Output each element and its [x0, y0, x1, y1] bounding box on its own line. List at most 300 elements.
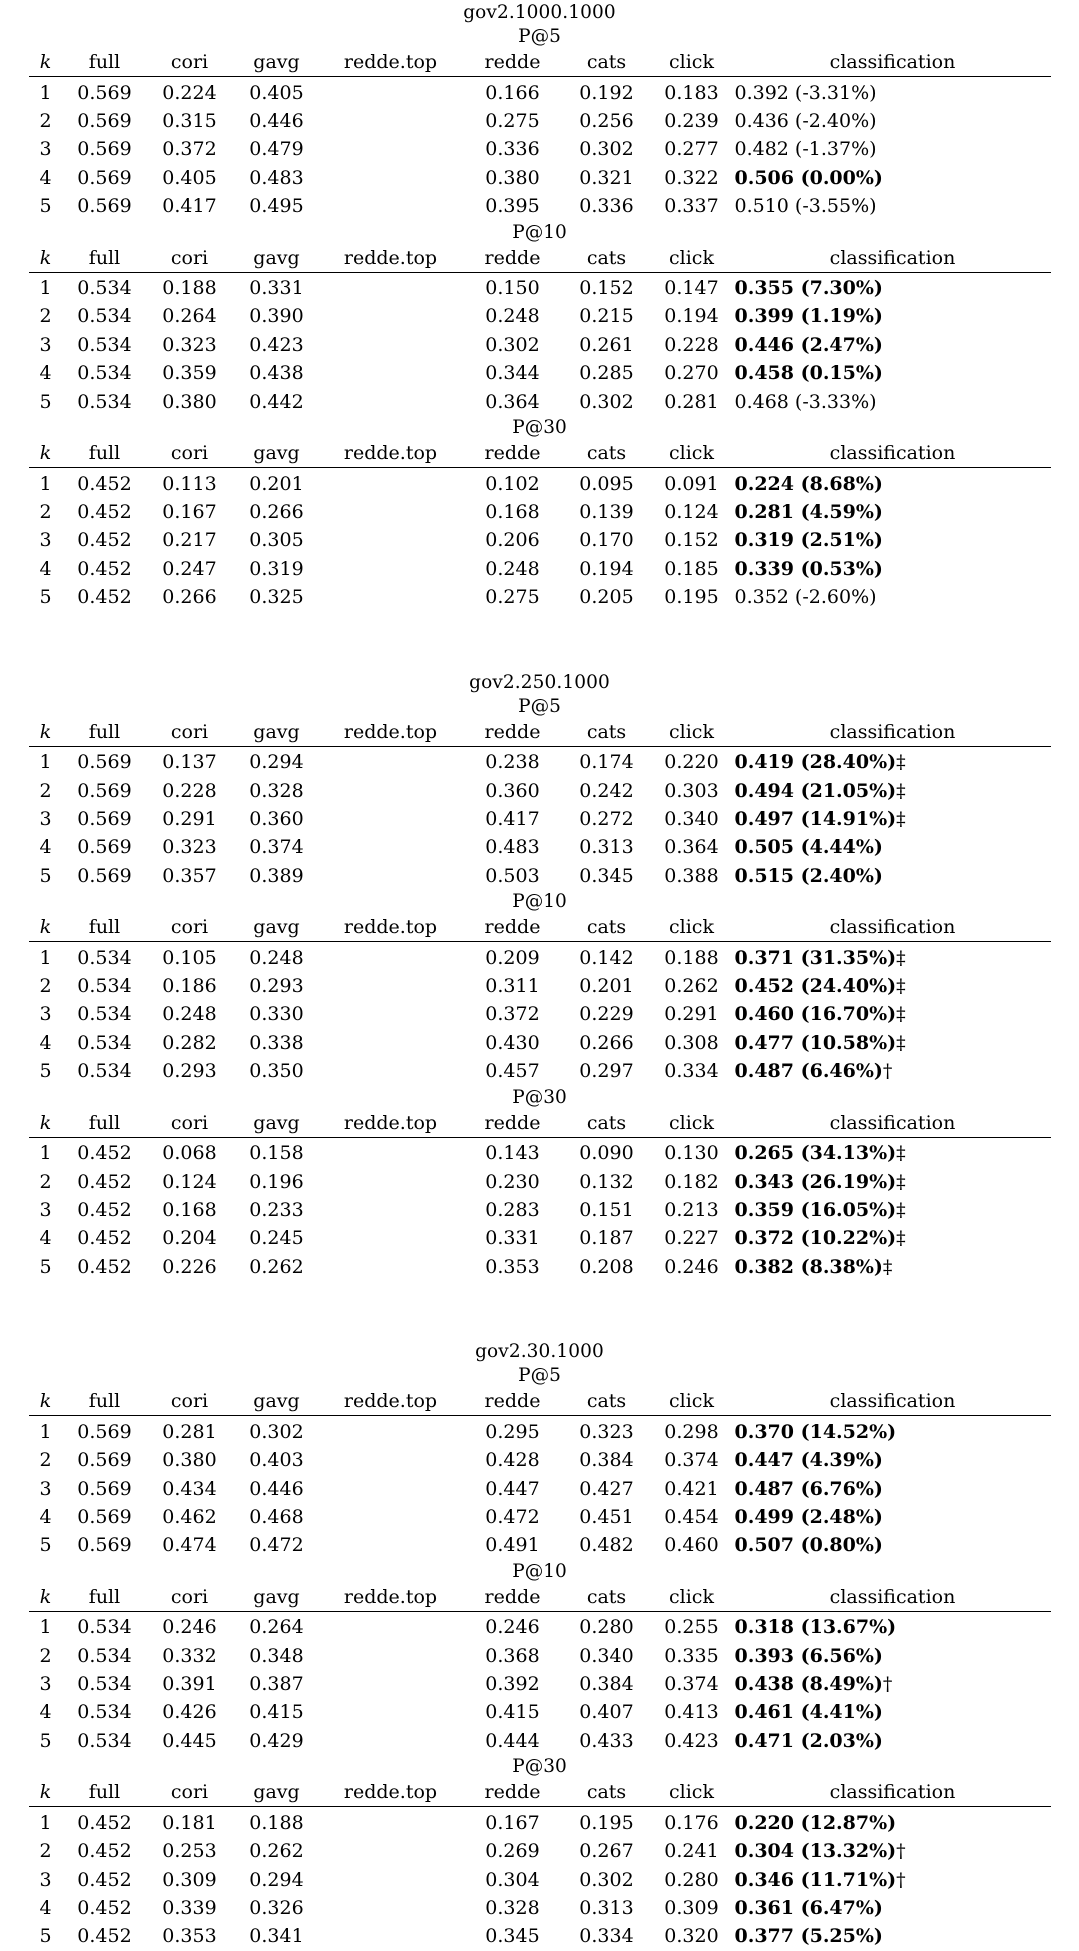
cell-full: 0.534 [77, 1673, 132, 1696]
cell-cats: 0.215 [579, 305, 634, 328]
column-header-full: full [63, 245, 147, 273]
cell-full: 0.569 [77, 109, 132, 132]
classification-value: 0.460 (16.70%) [734, 1003, 897, 1026]
cell-redde-top [321, 777, 461, 805]
cell-classification [735, 1029, 1051, 1057]
classification-value: 0.419 (28.40%) [734, 751, 897, 774]
table-block [29, 1339, 1051, 1951]
cell-k: 1 [29, 1611, 63, 1641]
classification-value: 0.510 (-3.55%) [734, 195, 877, 218]
significance-marker: ‡ [896, 975, 906, 998]
column-header-click: click [649, 1779, 735, 1807]
cell-cori: 0.426 [162, 1701, 217, 1724]
table-row [29, 1475, 1051, 1503]
cell-gavg: 0.201 [233, 468, 321, 498]
results-table [29, 914, 1051, 1086]
cell-gavg: 0.266 [249, 500, 304, 523]
cell-gavg: 0.262 [249, 1840, 304, 1863]
cell-redde-top [321, 164, 461, 192]
cell-k: 2 [39, 1840, 52, 1863]
cell-redde: 0.283 [485, 1198, 540, 1221]
cell-redde: 0.336 [485, 138, 540, 161]
column-header-cats: cats [565, 1110, 649, 1138]
cell-classification [735, 135, 1051, 163]
cell-k: 3 [39, 1477, 52, 1500]
column-header-redde: redde [461, 1779, 565, 1807]
cell-click: 0.281 [664, 390, 719, 413]
cell-click: 0.255 [649, 1611, 735, 1641]
cell-cori: 0.353 [162, 1925, 217, 1948]
cell-cats: 0.313 [579, 836, 634, 859]
cell-classification [735, 272, 1051, 302]
cell-redde-top [321, 862, 461, 890]
column-header-redde: redde [461, 49, 565, 77]
cell-redde: 0.269 [485, 1840, 540, 1863]
cell-click: 0.337 [664, 195, 719, 218]
cell-cats: 0.407 [579, 1701, 634, 1724]
cell-cori: 0.181 [147, 1807, 233, 1837]
results-table [29, 1584, 1051, 1756]
cell-redde: 0.483 [485, 836, 540, 859]
cell-k: 5 [39, 195, 52, 218]
significance-marker: ‡ [896, 1142, 906, 1165]
cell-gavg: 0.325 [249, 586, 304, 609]
cell-full: 0.569 [63, 746, 147, 776]
cell-full: 0.452 [63, 1137, 147, 1167]
cell-cori: 0.474 [162, 1534, 217, 1557]
cell-cats: 0.174 [565, 746, 649, 776]
cell-cats: 0.280 [565, 1611, 649, 1641]
cell-redde: 0.353 [485, 1255, 540, 1278]
metric-title: P@10 [512, 891, 567, 913]
cell-classification [735, 555, 1051, 583]
cell-classification [735, 164, 1051, 192]
column-header-click: click [649, 914, 735, 942]
classification-value: 0.343 (26.19%) [734, 1170, 897, 1193]
table-row [29, 388, 1051, 416]
cell-redde-top [321, 302, 461, 330]
significance-marker: † [896, 1868, 906, 1891]
cell-redde-top [321, 746, 461, 776]
cell-full: 0.569 [77, 166, 132, 189]
cell-redde-top [321, 583, 461, 611]
results-table [29, 1388, 1051, 1560]
cell-classification [735, 302, 1051, 330]
column-header-redde-top: redde.top [321, 1110, 461, 1138]
cell-click: 0.291 [664, 1003, 719, 1026]
cell-cats: 0.195 [565, 1807, 649, 1837]
cell-cori: 0.137 [147, 746, 233, 776]
cell-classification [735, 862, 1051, 890]
table-row [29, 1866, 1051, 1894]
cell-gavg: 0.326 [249, 1896, 304, 1919]
column-header-full: full [63, 49, 147, 77]
cell-redde: 0.302 [485, 333, 540, 356]
cell-cori: 0.293 [162, 1060, 217, 1083]
column-header-cats: cats [565, 719, 649, 747]
cell-full: 0.534 [77, 390, 132, 413]
classification-value: 0.458 (0.15%) [734, 362, 883, 385]
classification-value: 0.399 (1.19%) [734, 305, 883, 328]
cell-full: 0.452 [63, 1807, 147, 1837]
cell-redde-top [321, 942, 461, 972]
significance-marker: † [896, 1840, 906, 1863]
cell-redde: 0.167 [461, 1807, 565, 1837]
column-header-cori: cori [147, 49, 233, 77]
column-header-gavg: gavg [233, 49, 321, 77]
cell-cats: 0.302 [579, 390, 634, 413]
results-table [29, 440, 1051, 612]
cell-gavg: 0.338 [249, 1031, 304, 1054]
table-row [29, 1253, 1051, 1281]
cell-cats: 0.187 [579, 1227, 634, 1250]
table-row [29, 468, 1051, 498]
cell-gavg: 0.446 [249, 109, 304, 132]
cell-k: 2 [39, 779, 52, 802]
cell-gavg: 0.302 [233, 1416, 321, 1446]
table-row [29, 1531, 1051, 1559]
table-title: gov2.30.1000 [475, 1341, 604, 1363]
cell-click: 0.454 [664, 1505, 719, 1528]
cell-click: 0.335 [664, 1644, 719, 1667]
column-header-click: click [649, 1584, 735, 1612]
classification-value: 0.468 (-3.33%) [734, 390, 877, 413]
cell-redde-top [321, 555, 461, 583]
column-header-redde-top: redde.top [321, 440, 461, 468]
cell-gavg: 0.294 [249, 1868, 304, 1891]
classification-value: 0.487 (6.76%) [734, 1477, 883, 1500]
column-header-cori: cori [147, 1779, 233, 1807]
cell-cats: 0.340 [579, 1644, 634, 1667]
cell-full: 0.452 [77, 1868, 132, 1891]
cell-k: 5 [39, 1729, 52, 1752]
cell-full: 0.569 [77, 195, 132, 218]
table-title: gov2.250.1000 [469, 671, 610, 693]
cell-classification [735, 1416, 1051, 1446]
cell-click: 0.246 [664, 1255, 719, 1278]
cell-click: 0.239 [664, 109, 719, 132]
cell-gavg: 0.429 [249, 1729, 304, 1752]
metric-title: P@5 [518, 695, 561, 717]
column-header-k: k [29, 914, 63, 942]
cell-click: 0.130 [649, 1137, 735, 1167]
cell-full: 0.534 [63, 272, 147, 302]
cell-full: 0.534 [77, 975, 132, 998]
cell-full: 0.534 [77, 1701, 132, 1724]
cell-full: 0.569 [77, 864, 132, 887]
cell-redde-top [321, 1807, 461, 1837]
cell-classification [735, 331, 1051, 359]
classification-value: 0.370 (14.52%) [734, 1420, 897, 1443]
column-header-gavg: gavg [233, 719, 321, 747]
cell-cori: 0.246 [147, 1611, 233, 1641]
cell-cats: 0.139 [579, 500, 634, 523]
cell-redde: 0.209 [461, 942, 565, 972]
column-header-k: k [29, 49, 63, 77]
cell-gavg: 0.196 [249, 1170, 304, 1193]
cell-redde: 0.206 [485, 529, 540, 552]
cell-cats: 0.482 [579, 1534, 634, 1557]
cell-click: 0.308 [664, 1031, 719, 1054]
cell-full: 0.534 [77, 1729, 132, 1752]
table-row [29, 805, 1051, 833]
cell-redde: 0.457 [485, 1060, 540, 1083]
cell-redde-top [321, 1137, 461, 1167]
cell-redde: 0.230 [485, 1170, 540, 1193]
column-header-gavg: gavg [233, 1584, 321, 1612]
cell-click: 0.423 [664, 1729, 719, 1752]
cell-redde: 0.246 [461, 1611, 565, 1641]
classification-value: 0.355 (7.30%) [734, 277, 883, 300]
table-row [29, 1224, 1051, 1252]
cell-cori: 0.357 [162, 864, 217, 887]
table-header-row [29, 914, 1051, 942]
results-table [29, 1110, 1051, 1282]
cell-cori: 0.224 [147, 77, 233, 107]
classification-value: 0.446 (2.47%) [734, 333, 883, 356]
cell-redde-top [321, 1168, 461, 1196]
cell-click: 0.124 [664, 500, 719, 523]
significance-marker: † [882, 1060, 893, 1083]
significance-marker: ‡ [896, 946, 906, 969]
metric-title: P@30 [512, 417, 567, 439]
cell-classification [735, 526, 1051, 554]
cell-redde-top [321, 1894, 461, 1922]
cell-cori: 0.417 [162, 195, 217, 218]
column-header-click: click [649, 719, 735, 747]
column-header-classification: classification [735, 1110, 1051, 1138]
cell-click: 0.421 [664, 1477, 719, 1500]
column-header-cori: cori [147, 440, 233, 468]
cell-gavg: 0.188 [233, 1807, 321, 1837]
classification-value: 0.482 (-1.37%) [734, 138, 877, 161]
column-header-k: k [29, 1584, 63, 1612]
cell-redde-top [321, 1698, 461, 1726]
cell-full: 0.569 [77, 1449, 132, 1472]
cell-gavg: 0.479 [249, 138, 304, 161]
cell-gavg: 0.389 [249, 864, 304, 887]
cell-full: 0.534 [77, 1060, 132, 1083]
cell-k: 5 [39, 1534, 52, 1557]
cell-cats: 0.151 [579, 1198, 634, 1221]
cell-gavg: 0.403 [249, 1449, 304, 1472]
cell-redde: 0.368 [485, 1644, 540, 1667]
column-header-gavg: gavg [233, 440, 321, 468]
table-row [29, 555, 1051, 583]
cell-cats: 0.272 [579, 807, 634, 830]
column-header-classification: classification [735, 1779, 1051, 1807]
table-row [29, 1698, 1051, 1726]
cell-redde-top [321, 1253, 461, 1281]
cell-full: 0.569 [77, 1477, 132, 1500]
cell-k: 4 [39, 1031, 52, 1054]
table-row [29, 526, 1051, 554]
column-header-redde: redde [461, 914, 565, 942]
column-header-gavg: gavg [233, 1110, 321, 1138]
classification-value: 0.281 (4.59%) [734, 500, 883, 523]
cell-classification [735, 1807, 1051, 1837]
cell-k: 2 [39, 1170, 52, 1193]
cell-cori: 0.391 [162, 1673, 217, 1696]
cell-redde: 0.275 [485, 109, 540, 132]
cell-cori: 0.264 [162, 305, 217, 328]
cell-redde: 0.491 [485, 1534, 540, 1557]
cell-click: 0.195 [664, 586, 719, 609]
classification-value: 0.359 (16.05%) [734, 1198, 897, 1221]
classification-value: 0.505 (4.44%) [734, 836, 883, 859]
cell-k: 1 [29, 272, 63, 302]
cell-k: 5 [39, 1925, 52, 1948]
cell-click: 0.277 [664, 138, 719, 161]
column-header-cats: cats [565, 1388, 649, 1416]
cell-cori: 0.405 [162, 166, 217, 189]
table-row [29, 1446, 1051, 1474]
cell-cori: 0.266 [162, 586, 217, 609]
cell-full: 0.569 [77, 138, 132, 161]
cell-cori: 0.315 [162, 109, 217, 132]
cell-classification [735, 468, 1051, 498]
cell-redde: 0.364 [485, 390, 540, 413]
cell-full: 0.452 [77, 557, 132, 580]
classification-value: 0.361 (6.47%) [734, 1896, 883, 1919]
cell-cats: 0.285 [579, 362, 634, 385]
cell-cori: 0.124 [162, 1170, 217, 1193]
column-header-classification: classification [735, 245, 1051, 273]
column-header-k: k [29, 245, 63, 273]
significance-marker: ‡ [882, 1255, 893, 1278]
cell-cats: 0.323 [565, 1416, 649, 1446]
column-header-classification: classification [735, 914, 1051, 942]
cell-full: 0.452 [77, 529, 132, 552]
cell-classification [735, 388, 1051, 416]
classification-value: 0.346 (11.71%) [734, 1868, 897, 1891]
cell-k: 1 [29, 942, 63, 972]
cell-gavg: 0.442 [249, 390, 304, 413]
column-header-cori: cori [147, 1584, 233, 1612]
cell-gavg: 0.264 [233, 1611, 321, 1641]
column-header-k: k [29, 1110, 63, 1138]
cell-classification [735, 583, 1051, 611]
cell-cori: 0.309 [162, 1868, 217, 1891]
cell-gavg: 0.331 [233, 272, 321, 302]
column-header-cori: cori [147, 1110, 233, 1138]
classification-value: 0.438 (8.49%) [734, 1673, 883, 1696]
cell-cori: 0.323 [162, 333, 217, 356]
cell-gavg: 0.341 [249, 1925, 304, 1948]
column-header-redde: redde [461, 719, 565, 747]
cell-classification [735, 942, 1051, 972]
cell-cats: 0.334 [579, 1925, 634, 1948]
classification-value: 0.304 (13.32%) [734, 1840, 897, 1863]
cell-click: 0.364 [664, 836, 719, 859]
column-header-gavg: gavg [233, 245, 321, 273]
table-row [29, 272, 1051, 302]
column-header-cori: cori [147, 245, 233, 273]
cell-redde: 0.311 [485, 975, 540, 998]
table-row [29, 583, 1051, 611]
cell-gavg: 0.390 [249, 305, 304, 328]
column-header-classification: classification [735, 719, 1051, 747]
cell-k: 3 [39, 1198, 52, 1221]
cell-gavg: 0.387 [249, 1673, 304, 1696]
column-header-full: full [63, 1779, 147, 1807]
column-header-gavg: gavg [233, 914, 321, 942]
cell-cats: 0.384 [579, 1449, 634, 1472]
cell-gavg: 0.415 [249, 1701, 304, 1724]
column-header-k: k [29, 1779, 63, 1807]
cell-k: 3 [39, 1003, 52, 1026]
cell-redde-top [321, 1503, 461, 1531]
cell-classification [735, 192, 1051, 220]
cell-cats: 0.384 [579, 1673, 634, 1696]
classification-value: 0.352 (-2.60%) [734, 586, 877, 609]
cell-redde: 0.472 [485, 1505, 540, 1528]
cell-full: 0.534 [77, 305, 132, 328]
column-header-redde: redde [461, 440, 565, 468]
cell-click: 0.262 [664, 975, 719, 998]
cell-k: 2 [39, 109, 52, 132]
cell-redde-top [321, 468, 461, 498]
results-table [29, 1779, 1051, 1951]
table-row [29, 1196, 1051, 1224]
classification-value: 0.461 (4.41%) [734, 1701, 883, 1724]
classification-value: 0.515 (2.40%) [734, 864, 883, 887]
classification-value: 0.447 (4.39%) [734, 1449, 883, 1472]
cell-cats: 0.090 [565, 1137, 649, 1167]
column-header-redde: redde [461, 1584, 565, 1612]
column-header-redde-top: redde.top [321, 49, 461, 77]
cell-click: 0.152 [664, 529, 719, 552]
classification-value: 0.494 (21.05%) [734, 779, 897, 802]
cell-classification [735, 1866, 1051, 1894]
cell-redde: 0.417 [485, 807, 540, 830]
table-row [29, 107, 1051, 135]
cell-redde-top [321, 1727, 461, 1755]
cell-gavg: 0.158 [233, 1137, 321, 1167]
column-header-redde: redde [461, 245, 565, 273]
metric-title: P@10 [512, 1560, 567, 1582]
cell-redde: 0.166 [461, 77, 565, 107]
cell-redde-top [321, 388, 461, 416]
cell-redde-top [321, 1866, 461, 1894]
column-header-cats: cats [565, 1779, 649, 1807]
cell-redde-top [321, 1642, 461, 1670]
column-header-full: full [63, 1110, 147, 1138]
cell-k: 2 [39, 975, 52, 998]
cell-cori: 0.380 [162, 1449, 217, 1472]
cell-gavg: 0.446 [249, 1477, 304, 1500]
cell-cori: 0.228 [162, 779, 217, 802]
cell-full: 0.569 [77, 807, 132, 830]
cell-gavg: 0.360 [249, 807, 304, 830]
cell-k: 2 [39, 1644, 52, 1667]
cell-redde: 0.444 [485, 1729, 540, 1752]
cell-classification [735, 805, 1051, 833]
cell-redde-top [321, 1446, 461, 1474]
cell-gavg: 0.495 [249, 195, 304, 218]
cell-redde-top [321, 1057, 461, 1085]
table-row [29, 302, 1051, 330]
classification-value: 0.339 (0.53%) [734, 557, 883, 580]
cell-click: 0.185 [664, 557, 719, 580]
column-header-click: click [649, 1110, 735, 1138]
cell-cats: 0.297 [579, 1060, 634, 1083]
cell-cori: 0.068 [147, 1137, 233, 1167]
cell-classification [735, 777, 1051, 805]
table-block [29, 670, 1051, 1282]
cell-cats: 0.427 [579, 1477, 634, 1500]
cell-k: 4 [39, 557, 52, 580]
